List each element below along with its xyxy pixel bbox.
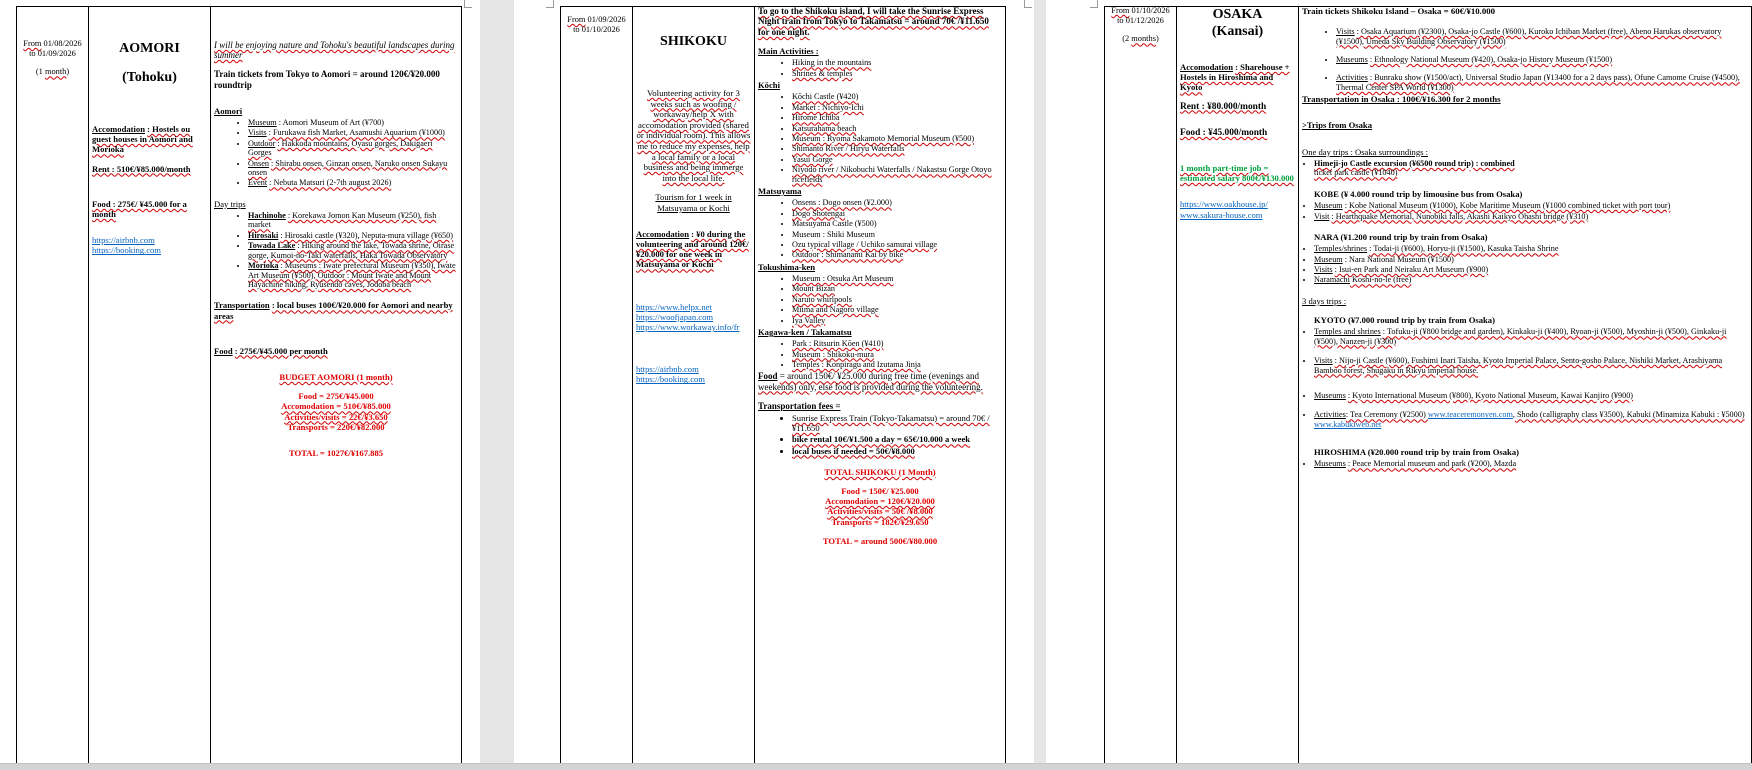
shikoku-title: SHIKOKU	[660, 34, 727, 49]
list-item: • Visits : Isui-en Park and Neiraku Art Museum (¥900)	[1314, 265, 1748, 274]
shikoku-dates-cell: From 01/09/2026 to 01/10/2026	[560, 6, 632, 764]
list-item: • Visits : Osaka Aquarium (¥2300), Osaka-jo Castle (¥600), Kuroko Ichiban Market (free), Abeno Harukas observatory (¥1500), Umeda Sky Building Observatory (¥1500)	[1336, 27, 1748, 46]
booking-link[interactable]: https://booking.com	[636, 374, 705, 385]
aomori-title: AOMORI	[119, 41, 180, 56]
horizontal-scrollbar[interactable]	[0, 763, 1752, 770]
aomori-region: (Tohoku)	[122, 70, 177, 85]
list-item: • Visits : Nijo-ji Castle (¥600), Fushimi Inari Taisha, Kyoto Imperial Palace, Sento-gosho Palace, Nishiki Market, Arashiyama Bamboo forest, Shugaku in Rikyu imperial house.	[1314, 356, 1748, 375]
list-item: • Market : Nichiyo-Ichi	[792, 103, 1002, 112]
shikoku-total: TOTAL = around 500€/¥80.000	[822, 535, 938, 546]
page-corner-mark	[464, 0, 472, 8]
part-time-job: 1 month part-time job = estimated salary 800€/¥130.000	[1180, 163, 1294, 184]
osaka-details-cell: Train tickets Shikoku Island – Osaka = 60€/¥10.000 • Visits : Osaka Aquarium (¥2300), Osaka-jo Castle (¥600), Kuroko Ichiban Market (free), Abeno Harukas observatory (¥1500), Umeda Sky Building Observatory (¥1500) • Museums : Ethnology National Museum (¥420), Osaka-jo History Museum (¥1500) • Activities : Bunraku show (¥1500/act), Universal Studio Japan (¥13400 for a 2 days pass), Ofune Camome Cruise (¥4500), Thermal Center SPA World (¥1300) Transportation in Osaka : 100€/¥16.300 for 2 months >Trips from Osaka One day trips : Osaka surroundings : • Himeji-jo Castle excursion (¥6500 round trip) : combined ticket park castle (¥1040) KOBE (¥ 4.000 round trip by limousine bus from Osaka) • Museum : Kobe National Museum (¥1000), Kobe Maritime Museum (¥1000 combined ticket with port tour) • Visit : Hearthquake Memorial, Nunobiki falls, Akashi Kaikyo Ohashi bridge (¥310) NARA (¥1.200 round trip by train from Osaka) • Temples/shrines : Todai-ji (¥600), Horyu-ji (¥1500), Kasuka Taisha Shrine • Museum : Nara National Museum (¥1500) • Visits : Isui-en Park and Neiraku Art Museum (¥900) • Naramachi Koshi-no-le (free) 3 days trips : KYOTO (¥7.000 round trip by train from Osaka) • Temples and shrines : Tofuku-ji (¥800 bridge and garden), Kinkaku-ji (¥400), Ryoan-ji (¥500), Myoshin-ji (¥500), Ginkaku-ji (¥500), Nanzen-ji (¥300) • Visits : Nijo-ji Castle (¥600), Fushimi Inari Taisha, Kyoto Imperial Palace, Sento-gosho Palace, Nishiki Market, Arashiyama Bamboo forest, Shugaku in Rikyu imperial house. • Museums : Kyoto International Museum (¥800), Kyoto National Museum, Kawai Kanjiro (¥900) • Activities: Tea Ceremony (¥2500) www.teaceremonyen.com, Shodo (calligraphy class ¥3500), Kabuki (Minamiza Kabuki : ¥5000) www.kabukiweb.net HIROSHIMA (¥20.000 round trip by train from Osaka) • Museums : Peace Memorial museum and park (¥200), Mazda	[1298, 6, 1752, 764]
kyoto-list	[1302, 327, 1748, 429]
aomori-food: Food : 275€/ ¥45.000 for a month	[92, 198, 187, 220]
aomori-dates-cell: From 01/08/2026 to 01/09/2026 (1 month)	[16, 6, 88, 764]
helpx-link[interactable]: https://www.helpx.net	[636, 301, 712, 312]
osaka-dates-cell: From 01/10/2026 to 01/12/2026 (2 months)	[1104, 6, 1176, 764]
kochi-list	[758, 92, 1002, 184]
list-item: • Hachinohe : Korekawa Jomon Kan Museum (¥250), fish market	[248, 211, 458, 230]
list-item: • Miima and Nagoro village	[792, 305, 1002, 314]
tokushima-list	[758, 274, 1002, 325]
list-item: • Museum : Shiki Museum	[792, 230, 1002, 239]
list-item: • Museum : Ryoma Sakamoto Memorial Museum (¥500)	[792, 134, 1002, 143]
aomori-details-cell: I will be enjoying nature and Tohoku's beautiful landscapes during summer Train tickets from Tokyo to Aomori = around 120€/¥20.000 roundtrip Aomori • Museum : Aomori Museum of Art (¥700) • Visits : Furukawa fish Market, Asamushi Aquarium (¥1000) • Outdoor : Hakkoda mountains, Oyasu gorges, Dakigaeri Gorges • Onsen : Shirabu onsen, Ginzan onsen, Naruko onsen Sukayu onsen • Event : Nebuta Matsuri (2-7th august 2026) Day trips • Hachinohe : Korekawa Jomon Kan Museum (¥250), fish market • Hirosaki : Hirosaki castle (¥320), Neputa-mura village (¥650) • Towada Lake : Hiking around the lake, Towada shrine, Oirase gorge, Kumoi-no-Taki waterfalls, Haka Towada Observatory • Morioka : Museums : Iwate prefectural Museum (¥350), Iwate Art Museum (¥500), Outdoor : Mount Iwate and Mount Hayachine hiking, Ryūsendō caves, Jodoba beach Transportation : local buses 100€/¥20.000 for Aomori and nearby areas Food : 275€/¥45.000 per month BUDGET AOMORI (1 month) Food = 275€/¥45.000 Accomodation = 510€/¥85.000 Activities/visits = 22€/¥3.650 Transports = 220€/¥82.000 TOTAL = 1027€/¥167.885	[210, 6, 462, 764]
list-item: • bike rental 10€/¥1.500 a day = 65€/10.000 a week	[792, 434, 1002, 444]
list-item: • Ozu typical village / Uchiko samurai village	[792, 240, 1002, 249]
list-item: • Visit : Hearthquake Memorial, Nunobiki falls, Akashi Kaikyo Ohashi bridge (¥310)	[1314, 212, 1748, 221]
list-item: • Activities: Tea Ceremony (¥2500) www.teaceremonyen.com, Shodo (calligraphy class ¥3500), Kabuki (Minamiza Kabuki : ¥5000) www.kabukiweb.net	[1314, 410, 1748, 429]
list-item: • Museums : Kyoto International Museum (¥800), Kyoto National Museum, Kawai Kanjiro (¥900)	[1314, 391, 1748, 400]
list-item: • Outdoor : Shimanami Kai by bike	[792, 250, 1002, 259]
list-item: • Outdoor : Hakkoda mountains, Oyasu gorges, Dakigaeri Gorges	[248, 139, 458, 158]
hiroshima-list	[1302, 459, 1748, 468]
list-item: • Event : Nebuta Matsuri (2-7th august 2026)	[248, 178, 458, 187]
workaway-link[interactable]: https://www.workaway.info/fr	[636, 321, 740, 332]
list-item: • Museum : Nara National Museum (¥1500)	[1314, 255, 1748, 264]
airbnb-link[interactable]: https://airbnb.com	[92, 235, 155, 246]
aomori-table	[16, 0, 462, 764]
list-item: • Himeji-jo Castle excursion (¥6500 round trip) : combined ticket park castle (¥1040)	[1314, 159, 1748, 178]
osaka-title: OSAKA	[1212, 7, 1263, 22]
list-item: • Katsurahama beach	[792, 124, 1002, 133]
list-item: • Hirosaki : Hirosaki castle (¥320), Neputa-mura village (¥650)	[248, 231, 458, 240]
list-item: • Activities : Bunraku show (¥1500/act), Universal Studio Japan (¥13400 for a 2 days pass), Ofune Camome Cruise (¥4500), Thermal Center SPA World (¥1300)	[1336, 73, 1748, 92]
list-item: • Museum : Shikoku-mura	[792, 350, 1002, 359]
aomori-rent: Rent : 510€/¥85.000/month	[92, 163, 191, 174]
shikoku-info-cell: SHIKOKU Volunteering activity for 3 weeks such as woofing / workaway/help X with accomodation provided (shared or individual room). This allows me to reduce my expenses, help a local family or a local business and being immerge into the local life. Tourism for 1 week in Matsuyama or Kochi Accomodation : ¥0 during the volunteering and around 120€/¥20.000 for one week in Matsuyama or Kōchi https://www.helpx.net https://woofjapan.com https://www.workaway.info/fr https://airbnb.com https://booking.com	[632, 6, 754, 764]
list-item: • Hirome Ichiba	[792, 113, 1002, 122]
list-item: • Visits : Furukawa fish Market, Asamushi Aquarium (¥1000)	[248, 128, 458, 137]
nara-list	[1302, 244, 1748, 285]
list-item: • Temples : Konpiragu and Izutama Jinja	[792, 360, 1002, 369]
aomori-total: TOTAL = 1027€/¥167.885	[288, 447, 384, 458]
list-item: • Naramachi Koshi-no-le (free)	[1314, 275, 1748, 284]
list-item: • Sunrise Express Train (Tokyo-Takamatsu) = around 70€ /¥11.650	[792, 413, 1002, 433]
shikoku-details-cell: To go to the Shikoku island, I will take the Sunrise Express Night train from Tokyo to Takamatsu = around 70€ /¥11.650 for one night. Main Activities : • Hiking in the mountains • Shrines & temples Kōchi • Kōchi Castle (¥420) • Market : Nichiyo-Ichi • Hirome Ichiba • Katsurahama beach • Museum : Ryoma Sakamoto Memorial Museum (¥500) • Shimanto River / Hiryu Waterfalls • Yasui Gorge • Niyodo river / Nikobuchi Waterfalls / Nakastsu Gorge Otoyo ricefields Matsuyama • Onsens : Dogo onsen (¥2.000) • Dogo Shotengai • Matsuyama Castle (¥500) • Museum : Shiki Museum • Ozu typical village / Uchiko samurai village • Outdoor : Shimanami Kai by bike Tokushima-ken • Museum : Otsuka Art Museum • Mount Bizan • Naruto whirlpools • Miima and Nagoro village • Iya Valley Kagawa-ken / Takamatsu • Park : Ritsurin Kōen (¥410) • Museum : Shikoku-mura • Temples : Konpiragu and Izutama Jinja Food = around 150€/ ¥25.000 during free time (evenings and weekends) only, else food is provided during the volunteering. Transportation fees = • Sunrise Express Train (Tokyo-Takamatsu) = around 70€ /¥11.650 • bike rental 10€/¥1.500 a day = 65€/10.000 a week • local buses if needed = 50€/¥8.000 TOTAL SHIKOKU (1 Month) Food = 150€/ ¥25.000 Accomodation = 120€/¥20.000 Activities/visits = 50€ /¥8.000 Transports = 182€/¥29.650 TOTAL = around 500€/¥80.000	[754, 6, 1006, 764]
list-item: • Naruto whirlpools	[792, 295, 1002, 304]
document-page-3	[1046, 0, 1752, 764]
shikoku-table	[560, 0, 1006, 764]
list-item: • Matsuyama Castle (¥500)	[792, 219, 1002, 228]
list-item: • Museum : Kobe National Museum (¥1000), Kobe Maritime Museum (¥1000 combined ticket with port tour)	[1314, 201, 1748, 210]
page-corner-mark	[546, 0, 554, 8]
list-item: • Mount Bizan	[792, 284, 1002, 293]
kagawa-list	[758, 339, 1002, 369]
osaka-table	[1104, 0, 1752, 764]
matsuyama-list	[758, 198, 1002, 259]
list-item: • Niyodo river / Nikobuchi Waterfalls / Nakastsu Gorge Otoyo ricefields	[792, 165, 1002, 184]
airbnb-link[interactable]: https://airbnb.com	[636, 364, 699, 375]
list-item: • Morioka : Museums : Iwate prefectural Museum (¥350), Iwate Art Museum (¥500), Outdoor : Mount Iwate and Mount Hayachine hiking, Ryūsendō caves, Jodoba beach	[248, 261, 458, 289]
list-item: • Temples/shrines : Todai-ji (¥600), Horyu-ji (¥1500), Kasuka Taisha Shrine	[1314, 244, 1748, 253]
booking-link[interactable]: https://booking.com	[92, 245, 161, 256]
list-item: • Museum : Otsuka Art Museum	[792, 274, 1002, 283]
list-item: • Onsens : Dogo onsen (¥2.000)	[792, 198, 1002, 207]
osaka-region: (Kansai)	[1211, 24, 1264, 39]
kabuki-link[interactable]: www.kabukiweb.net	[1314, 419, 1382, 429]
list-item: • Museums : Peace Memorial museum and park (¥200), Mazda	[1314, 459, 1748, 468]
page-corner-mark	[1024, 0, 1032, 8]
list-item: • Towada Lake : Hiking around the lake, Towada shrine, Oirase gorge, Kumoi-no-Taki waterfalls, Haka Towada Observatory	[248, 241, 458, 260]
day-trips-list	[214, 211, 458, 289]
list-item: • Shrines & temples	[792, 69, 1002, 78]
aomori-info-cell: AOMORI (Tohoku) Accomodation : Hostels ou guest houses in Aomori and Morioka Rent : 510€/¥85.000/month Food : 275€/ ¥45.000 for a month https://airbnb.com https://booking.com	[88, 6, 210, 764]
osaka-info-cell: OSAKA (Kansai) Accomodation : Sharehouse + Hostels in Hiroshima and Kyoto Rent : ¥80.000/month Food : ¥45.000/month 1 month part-time job = estimated salary 800€/¥130.000 https://www.oakhouse.jp/ www.sakura-house.com	[1176, 6, 1298, 764]
list-item: • Iya Valley	[792, 316, 1002, 325]
list-item: • Temples and shrines : Tofuku-ji (¥800 bridge and garden), Kinkaku-ji (¥400), Ryoan-ji (¥500), Myoshin-ji (¥500), Ginkaku-ji (¥500), Nanzen-ji (¥300)	[1314, 327, 1748, 346]
list-item: • Park : Ritsurin Kōen (¥410)	[792, 339, 1002, 348]
page-corner-mark	[1090, 0, 1098, 8]
woofjapan-link[interactable]: https://woofjapan.com	[636, 311, 714, 322]
list-item: • Hiking in the mountains	[792, 58, 1002, 67]
list-item: • Dogo Shotengai	[792, 209, 1002, 218]
transport-list	[758, 413, 1002, 456]
list-item: • Museum : Aomori Museum of Art (¥700)	[248, 118, 458, 127]
list-item: • Onsen : Shirabu onsen, Ginzan onsen, Naruko onsen Sukayu onsen	[248, 159, 458, 178]
osaka-activities-list	[1302, 27, 1748, 92]
list-item: • Kōchi Castle (¥420)	[792, 92, 1002, 101]
document-page-2	[514, 0, 1034, 764]
oakhouse-link[interactable]: https://www.oakhouse.jp/	[1180, 199, 1268, 210]
document-page-1	[0, 0, 480, 764]
list-item: • Museums : Ethnology National Museum (¥420), Osaka-jo History Museum (¥1500)	[1336, 55, 1748, 64]
shikoku-budget: TOTAL SHIKOKU (1 Month) Food = 150€/ ¥25.000 Accomodation = 120€/¥20.000 Activities/visits = 50€ /¥8.000 Transports = 182€/¥29.650 TOTAL = around 500€/¥80.000	[758, 467, 1002, 546]
tea-ceremony-link[interactable]: www.teaceremonyen.com	[1427, 410, 1513, 420]
aomori-budget: BUDGET AOMORI (1 month) Food = 275€/¥45.000 Accomodation = 510€/¥85.000 Activities/visits = 22€/¥3.650 Transports = 220€/¥82.000 TOTAL = 1027€/¥167.885	[214, 372, 458, 458]
list-item: • Shimanto River / Hiryu Waterfalls	[792, 144, 1002, 153]
aomori-activity-list	[214, 118, 458, 188]
kobe-list	[1302, 201, 1748, 221]
list-item: • Yasui Gorge	[792, 155, 1002, 164]
list-item: • local buses if needed = 50€/¥8.000	[792, 446, 1002, 456]
sakura-house-link[interactable]: www.sakura-house.com	[1180, 209, 1263, 220]
